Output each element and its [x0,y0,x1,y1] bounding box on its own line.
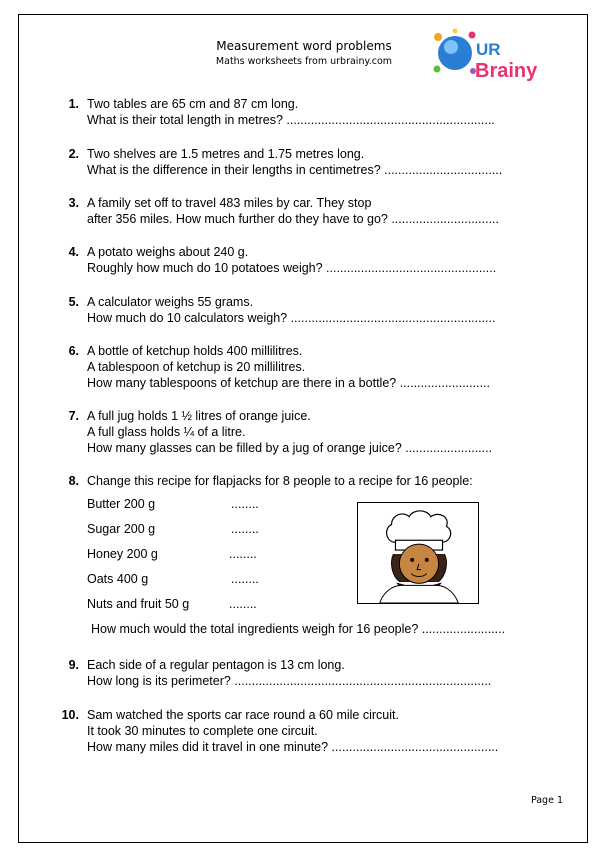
question-number: 7. [68,409,79,423]
question-line: How many miles did it travel in one minute? ................................................ [87,740,499,754]
recipe-item: Sugar 200 g [87,522,156,536]
question-line: Each side of a regular pentagon is 13 cm long. [87,658,345,672]
question-line: A tablespoon of ketchup is 20 millilitres. [87,360,306,374]
question-line: A potato weighs about 240 g. [87,245,249,259]
question-line: A calculator weighs 55 grams. [87,295,254,309]
question-line: How much do 10 calculators weigh? ........................................................... [87,311,496,325]
question-text [87,146,502,178]
question-line: Roughly how much do 10 potatoes weigh? ................................................. [87,261,497,275]
svg-text:Brainy: Brainy [475,60,538,82]
q8-total-question: How much would the total ingredients weigh for 16 people? ........................ [91,622,506,636]
question-line: It took 30 minutes to complete one circuit. [87,724,318,738]
question-number: 8. [68,474,79,488]
question-line: How long is its perimeter? .......................................................................... [87,674,492,688]
recipe-item: Honey 200 g [87,547,158,561]
question-text [87,707,498,755]
question-line: after 356 miles. How much further do they have to go? ............................... [87,212,499,226]
question-number: 3. [68,196,79,210]
question-text [87,343,490,391]
question-number: 6. [68,344,79,358]
question-line: Sam watched the sports car race round a 60 mile circuit. [87,708,399,722]
recipe-answer-blank: ........ [231,497,259,511]
worksheet-title: Measurement word problems [216,39,392,53]
recipe-item: Oats 400 g [87,572,149,586]
recipe-answer-blank: ........ [229,547,257,561]
question-text [87,473,473,489]
urbrainy-logo [429,25,549,85]
question-number: 10. [61,708,79,722]
question-number: 9. [68,658,79,672]
question-number: 4. [68,245,79,259]
recipe-answer-blank: ........ [229,597,257,611]
question-line: Two shelves are 1.5 metres and 1.75 metres long. [87,147,365,161]
question-text [87,195,499,227]
question-text [87,244,496,276]
question-line: A full jug holds 1 ½ litres of orange juice. [87,409,311,423]
question-line: A family set off to travel 483 miles by car. They stop [87,196,372,210]
question-line: A bottle of ketchup holds 400 millilitres. [87,344,303,358]
svg-text:UR: UR [476,40,501,59]
recipe-answer-blank: ........ [231,522,259,536]
question-line: A full glass holds ¼ of a litre. [87,425,246,439]
recipe-row [87,547,257,561]
recipe-row [87,597,257,611]
recipe-answer-blank: ........ [231,572,259,586]
question-line: How many glasses can be filled by a jug of orange juice? ......................... [87,441,493,455]
worksheet-subtitle: Maths worksheets from urbrainy.com [215,56,393,67]
question-number: 2. [68,147,79,161]
question-line: How many tablespoons of ketchup are there in a bottle? .......................... [87,376,490,390]
recipe-row [87,497,259,511]
page-number: Page 1 [530,795,563,806]
recipe-item: Butter 200 g [87,497,156,511]
question-text [87,408,492,456]
question-number: 1. [68,97,79,111]
recipe-row [87,522,259,536]
question-line: What is their total length in metres? ............................................................ [87,113,495,127]
question-text [87,657,491,689]
question-line: Change this recipe for flapjacks for 8 people to a recipe for 16 people: [87,474,473,488]
worksheet-page [18,14,588,843]
question-line: What is the difference in their lengths in centimetres? .................................. [87,163,503,177]
question-text [87,96,495,128]
question-line: Two tables are 65 cm and 87 cm long. [87,97,299,111]
recipe-item: Nuts and fruit 50 g [87,597,190,611]
question-number: 5. [68,295,79,309]
recipe-row [87,572,259,586]
chef-illustration [357,502,479,604]
question-text [87,294,495,326]
